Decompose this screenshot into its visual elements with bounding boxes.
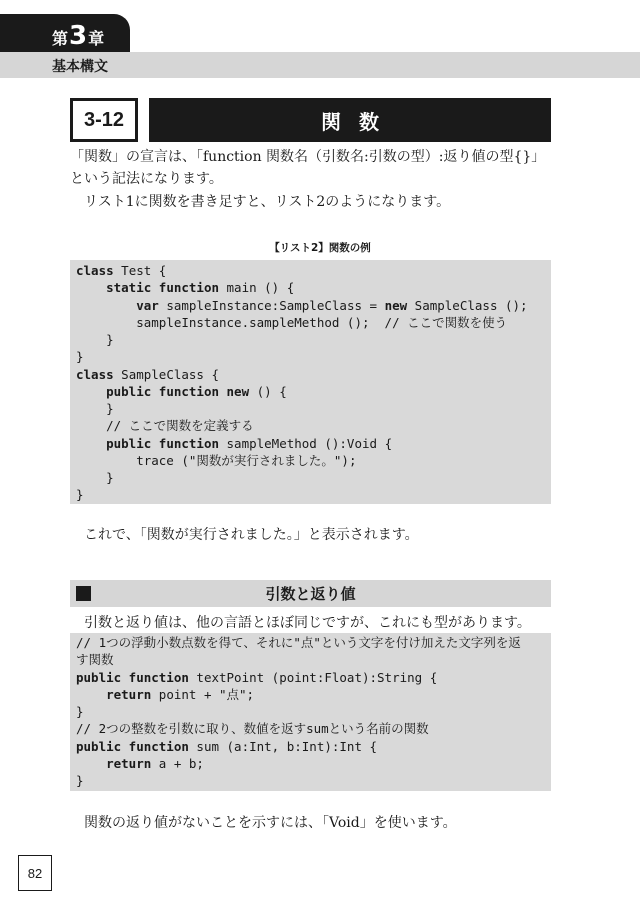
- code-text: }: [76, 349, 84, 365]
- code-keyword: new: [384, 297, 408, 313]
- code-text: [76, 280, 106, 295]
- code-line: [76, 279, 551, 296]
- intro-line-3: リスト1に関数を書き足すと、リスト2のようになります。: [84, 194, 451, 210]
- chapter-suffix: 章: [88, 29, 105, 48]
- code-text: [76, 756, 106, 771]
- code-keyword: class: [76, 263, 114, 278]
- code-block-list2: [70, 260, 551, 504]
- code-text: }: [76, 487, 84, 503]
- list-caption: 【リスト2】関数の例: [269, 242, 371, 254]
- code-keyword: public function new: [106, 383, 250, 399]
- code-text: a + b;: [151, 755, 204, 771]
- code-keyword: public function: [76, 669, 189, 685]
- code-line: [76, 720, 551, 737]
- code-line: [76, 435, 551, 452]
- code-text: sampleInstance.sampleMethod (); // ここで関数を使う: [76, 314, 508, 330]
- code-text: () {: [249, 383, 287, 399]
- code-text: // 2つの整数を引数に取り、数値を返すsumという名前の関数: [76, 721, 429, 737]
- code-line: [76, 469, 551, 486]
- code-text: す関数: [76, 652, 114, 668]
- code-text: }: [76, 401, 114, 416]
- code-line: [76, 331, 551, 348]
- subsection-intro: 引数と返り値は、他の言語とほぼ同じですが、これにも型があります。: [84, 615, 531, 631]
- subsection-title: 引数と返り値: [265, 585, 356, 603]
- after-code-text: これで、「関数が実行されました。」と表示されます。: [84, 527, 419, 543]
- code-text: SampleClass ();: [407, 297, 528, 313]
- section-band: [0, 52, 640, 78]
- code-line: [76, 486, 551, 503]
- code-text: sampleMethod ():Void {: [219, 435, 393, 451]
- heading-title: 関数: [149, 98, 551, 142]
- code-keyword: public function: [106, 435, 219, 451]
- code-line: [76, 651, 551, 668]
- code-line: [76, 297, 551, 314]
- chapter-tab: [0, 14, 130, 54]
- code-text: // 1つの浮動小数点数を得て、それに"点"という文字を付け加えた文字列を返: [76, 635, 521, 650]
- code-line: [76, 417, 551, 434]
- code-text: // ここで関数を定義する: [76, 418, 254, 434]
- code-line: [76, 634, 551, 651]
- closing-text: 関数の返り値がないことを示すには、「Void」を使います。: [84, 815, 457, 831]
- code-text: }: [76, 704, 84, 719]
- code-keyword: public function: [76, 738, 189, 754]
- code-keyword: static function: [106, 280, 219, 296]
- chapter-number: 3: [69, 21, 88, 51]
- code-text: textPoint (point:Float):String {: [188, 669, 438, 685]
- subsection-band: [70, 580, 551, 607]
- code-line: [76, 262, 551, 279]
- code-text: sum (a:Int, b:Int):Int {: [188, 738, 378, 754]
- code-text: SampleClass {: [113, 366, 219, 382]
- code-keyword: class: [76, 366, 114, 382]
- code-line: [76, 452, 551, 469]
- code-text: point + "点";: [151, 686, 255, 702]
- code-keyword: var: [136, 297, 159, 313]
- intro-line-1: 「関数」の宣言は、「function 関数名（引数名:引数の型）:返り値の型{}」: [70, 149, 546, 165]
- code-line: [76, 366, 551, 383]
- code-text: }: [76, 332, 114, 347]
- code-line: [76, 314, 551, 331]
- code-line: [76, 772, 551, 789]
- page-number: 82: [18, 855, 52, 891]
- code-line: [76, 400, 551, 417]
- code-line: [76, 703, 551, 720]
- code-text: trace ("関数が実行されました。");: [76, 452, 357, 468]
- chapter-prefix: 第: [52, 29, 69, 48]
- code-block-args: [70, 633, 551, 791]
- code-line: [76, 738, 551, 755]
- code-keyword: return: [106, 686, 152, 702]
- code-line: [76, 383, 551, 400]
- code-text: }: [76, 470, 114, 485]
- intro-line-2: という記法になります。: [70, 171, 223, 187]
- heading-number: 3-12: [70, 98, 138, 142]
- code-keyword: return: [106, 755, 152, 771]
- code-text: [76, 687, 106, 702]
- code-text: [76, 384, 106, 399]
- code-text: Test {: [113, 263, 167, 278]
- code-text: [76, 298, 136, 313]
- code-text: main () {: [219, 280, 295, 296]
- code-text: sampleInstance:SampleClass =: [158, 297, 385, 313]
- code-line: [76, 348, 551, 365]
- code-line: [76, 686, 551, 703]
- code-line: [76, 755, 551, 772]
- code-line: [76, 669, 551, 686]
- section-label: 基本構文: [52, 59, 108, 75]
- code-text: [76, 436, 106, 451]
- code-text: }: [76, 773, 84, 788]
